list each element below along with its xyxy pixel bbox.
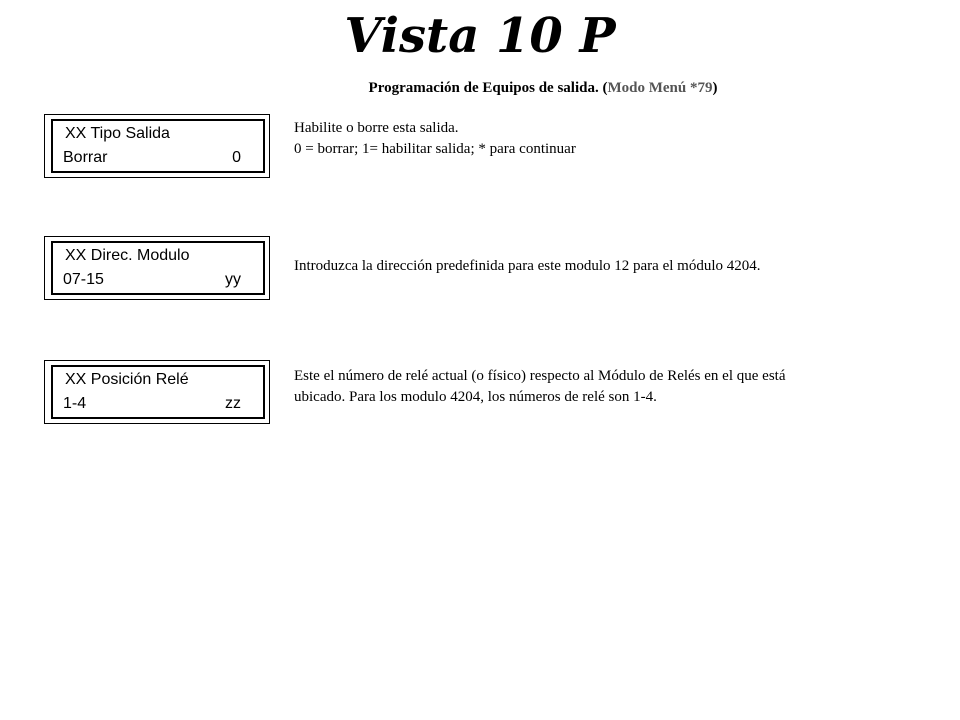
page-subtitle xyxy=(0,80,960,97)
keypad-display-tipo-salida xyxy=(44,114,270,178)
description-line: Habilite o borre esta salida. xyxy=(294,120,459,136)
keypad-display-screen xyxy=(51,119,265,173)
display-line-1: XX Posición Relé xyxy=(65,371,189,388)
display-value: zz xyxy=(225,395,241,412)
description-line: Este el número de relé actual (o físico) respecto al Módulo de Relés en el que está xyxy=(294,368,786,384)
description-line: 0 = borrar; 1= habilitar salida; * para continuar xyxy=(294,141,576,157)
display-line-1: XX Direc. Modulo xyxy=(65,247,190,264)
keypad-display-screen xyxy=(51,241,265,295)
keypad-display-screen xyxy=(51,365,265,419)
keypad-display-posicion-rele xyxy=(44,360,270,424)
display-value: yy xyxy=(225,271,241,288)
page-title: Vista 10 P xyxy=(344,8,616,64)
description-tipo-salida xyxy=(294,118,934,160)
display-value: 0 xyxy=(232,149,241,166)
description-line: ubicado. Para los modulo 4204, los números de relé son 1-4. xyxy=(294,389,657,405)
keypad-display-direc-modulo xyxy=(44,236,270,300)
display-line-1: XX Tipo Salida xyxy=(65,125,170,142)
subtitle-prefix: Programación de Equipos de salida. ( xyxy=(368,80,608,96)
subtitle-suffix: ) xyxy=(712,80,718,96)
display-line-2: 07-15 xyxy=(63,271,104,288)
subtitle-menu-mode: Modo Menú *79 xyxy=(607,80,713,96)
description-direc-modulo xyxy=(294,256,934,277)
display-line-2: 1-4 xyxy=(63,395,87,412)
description-line: Introduzca la dirección predefinida para este modulo 12 para el módulo 4204. xyxy=(294,258,761,274)
display-line-2: Borrar xyxy=(63,149,108,166)
description-posicion-rele xyxy=(294,366,934,408)
